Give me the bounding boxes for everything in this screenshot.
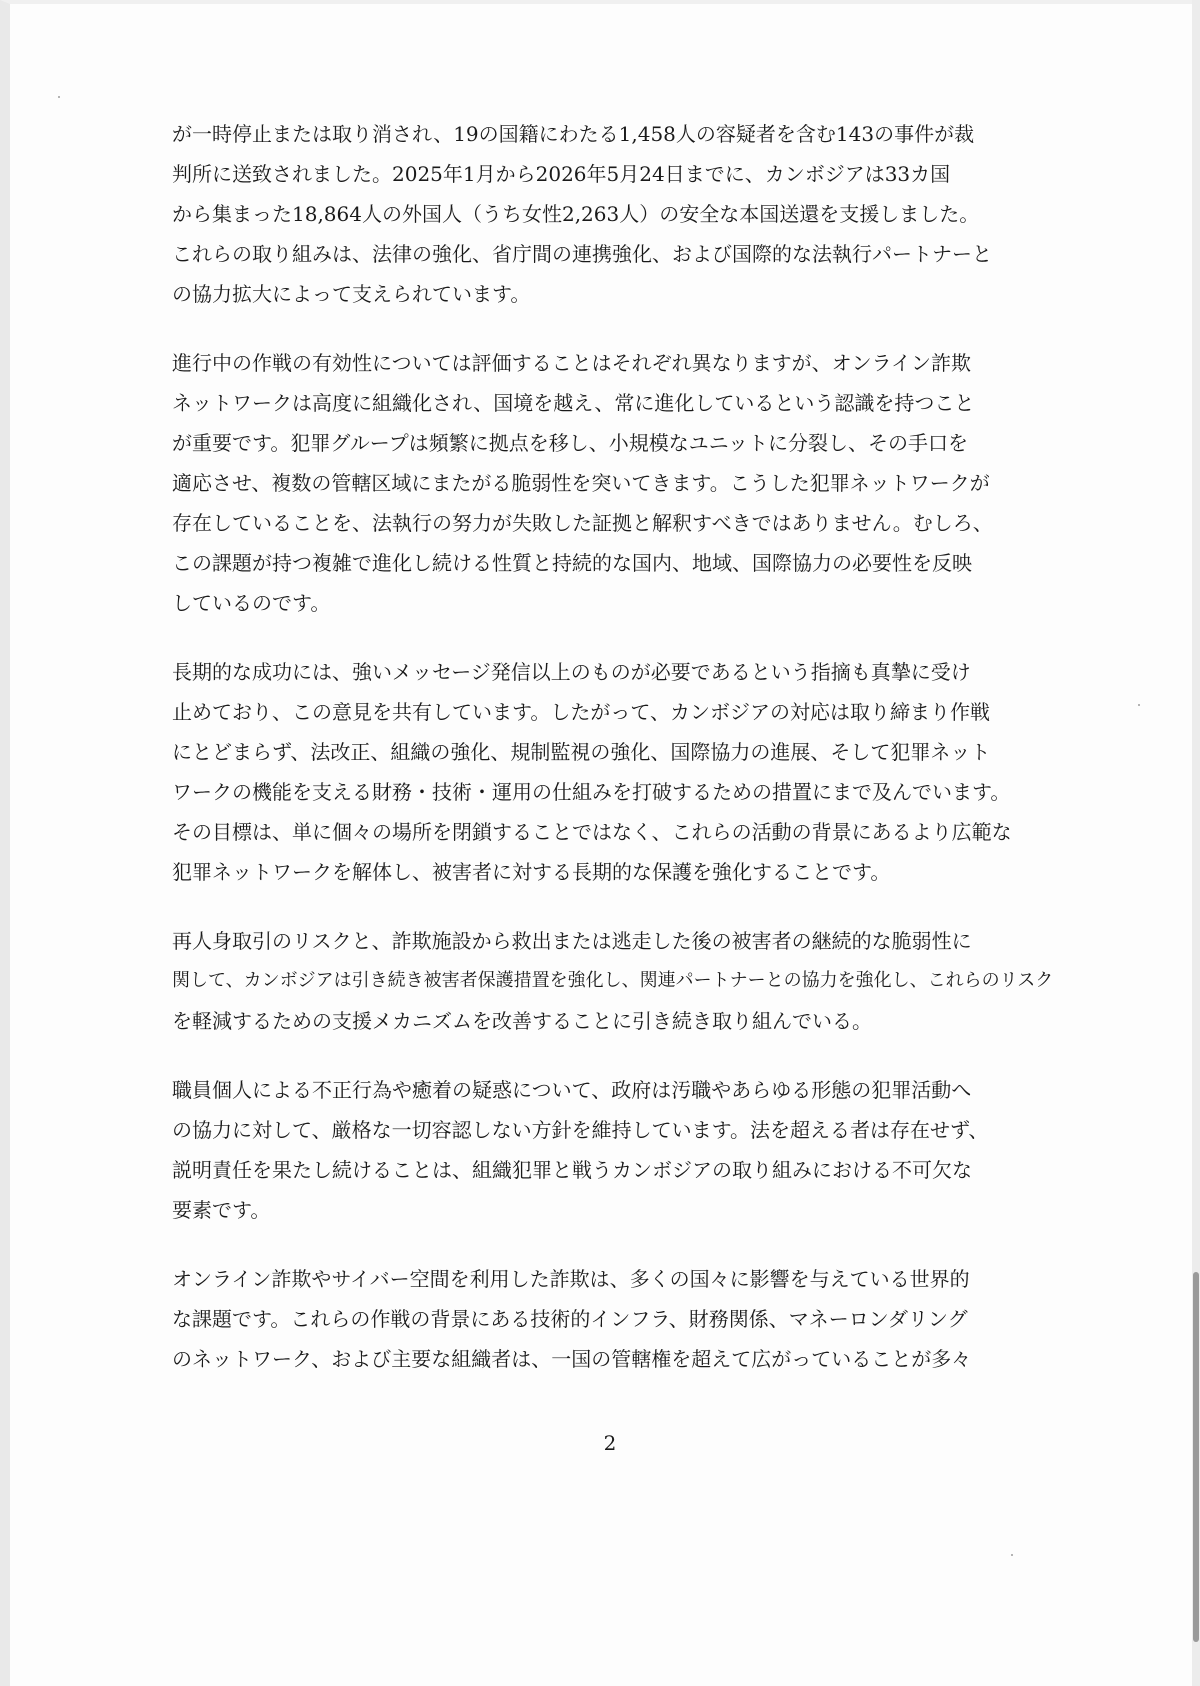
text-line: オンライン詐欺やサイバー空間を利用した詐欺は、多くの国々に影響を与えている世界的 [172, 1267, 970, 1291]
text-line: 職員個人による不正行為や癒着の疑惑について、政府は汚職やあらゆる形態の犯罪活動へ [172, 1078, 972, 1102]
paragraph [172, 921, 1072, 1041]
text-line: が重要です。犯罪グループは頻繁に拠点を移し、小規模なユニットに分裂し、その手口を [172, 431, 968, 455]
text-line: ワークの機能を支える財務・技術・運用の仕組みを打破するための措置にまで及んでいます。 [172, 780, 1011, 804]
text-line: 長期的な成功には、強いメッセージ発信以上のものが必要であるという指摘も真摯に受け [172, 660, 971, 684]
document-body [172, 114, 1072, 1408]
scan-speck [1011, 1554, 1013, 1556]
text-line: その目標は、単に個々の場所を閉鎖することではなく、これらの活動の背景にあるより広範な [172, 820, 1012, 844]
text-line: 存在していることを、法執行の努力が失敗した証拠と解釈すべきではありません。むしろ、 [172, 511, 993, 535]
text-line: これらの取り組みは、法律の強化、省庁間の連携強化、および国際的な法執行パートナーと [172, 242, 992, 266]
scrollbar[interactable] [1192, 0, 1200, 1686]
text-line: 関して、カンボジアは引き続き被害者保護措置を強化し、関連パートナーとの協力を強化し、これらのリスク [172, 970, 1054, 991]
text-line: 判所に送致されました。2025年1月から2026年5月24日までに、カンボジアは33カ国 [172, 162, 951, 186]
paragraph [172, 1259, 1072, 1379]
text-line: 再人身取引のリスクと、詐欺施設から救出または逃走した後の被害者の継続的な脆弱性に [172, 929, 972, 953]
paragraph [172, 343, 1072, 623]
scrollbar-thumb[interactable] [1193, 1272, 1199, 1642]
paragraph [172, 652, 1072, 892]
text-line: から集まった18,864人の外国人（うち女性2,263人）の安全な本国送還を支援しました。 [172, 202, 980, 226]
text-line: の協力に対して、厳格な一切容認しない方針を維持しています。法を超える者は存在せず、 [172, 1118, 989, 1142]
text-line: にとどまらず、法改正、組織の強化、規制監視の強化、国際協力の進展、そして犯罪ネット [172, 740, 991, 764]
text-line: ネットワークは高度に組織化され、国境を越え、常に進化しているという認識を持つこと [172, 391, 975, 415]
text-line: 要素です。 [172, 1198, 271, 1222]
paragraph [172, 114, 1072, 314]
text-line: な課題です。これらの作戦の背景にある技術的インフラ、財務関係、マネーロンダリング [172, 1307, 968, 1331]
text-line: のネットワーク、および主要な組織者は、一国の管轄権を超えて広がっていることが多々 [172, 1347, 972, 1371]
text-line: この課題が持つ複雑で進化し続ける性質と持続的な国内、地域、国際協力の必要性を反映 [172, 551, 972, 575]
page-number: 2 [603, 1431, 617, 1455]
text-line: 説明責任を果たし続けることは、組織犯罪と戦うカンボジアの取り組みにおける不可欠な [172, 1158, 972, 1182]
text-line: の協力拡大によって支えられています。 [172, 282, 531, 306]
text-line: しているのです。 [172, 591, 331, 615]
paragraph [172, 1070, 1072, 1230]
text-line: 適応させ、複数の管轄区域にまたがる脆弱性を突いてきます。こうした犯罪ネットワークが [172, 471, 990, 495]
text-line: 進行中の作戦の有効性については評価することはそれぞれ異なりますが、オンライン詐欺 [172, 351, 971, 375]
text-line: 犯罪ネットワークを解体し、被害者に対する長期的な保護を強化することです。 [172, 860, 891, 884]
scan-speck [1138, 704, 1140, 706]
text-line: を軽減するための支援メカニズムを改善することに引き続き取り組んでいる。 [172, 1009, 872, 1033]
text-line: 止めており、この意見を共有しています。したがって、カンボジアの対応は取り締まり作戦 [172, 700, 990, 724]
text-line: が一時停止または取り消され、19の国籍にわたる1,458人の容疑者を含む143の事件が裁 [172, 122, 975, 146]
scan-speck [58, 96, 60, 98]
